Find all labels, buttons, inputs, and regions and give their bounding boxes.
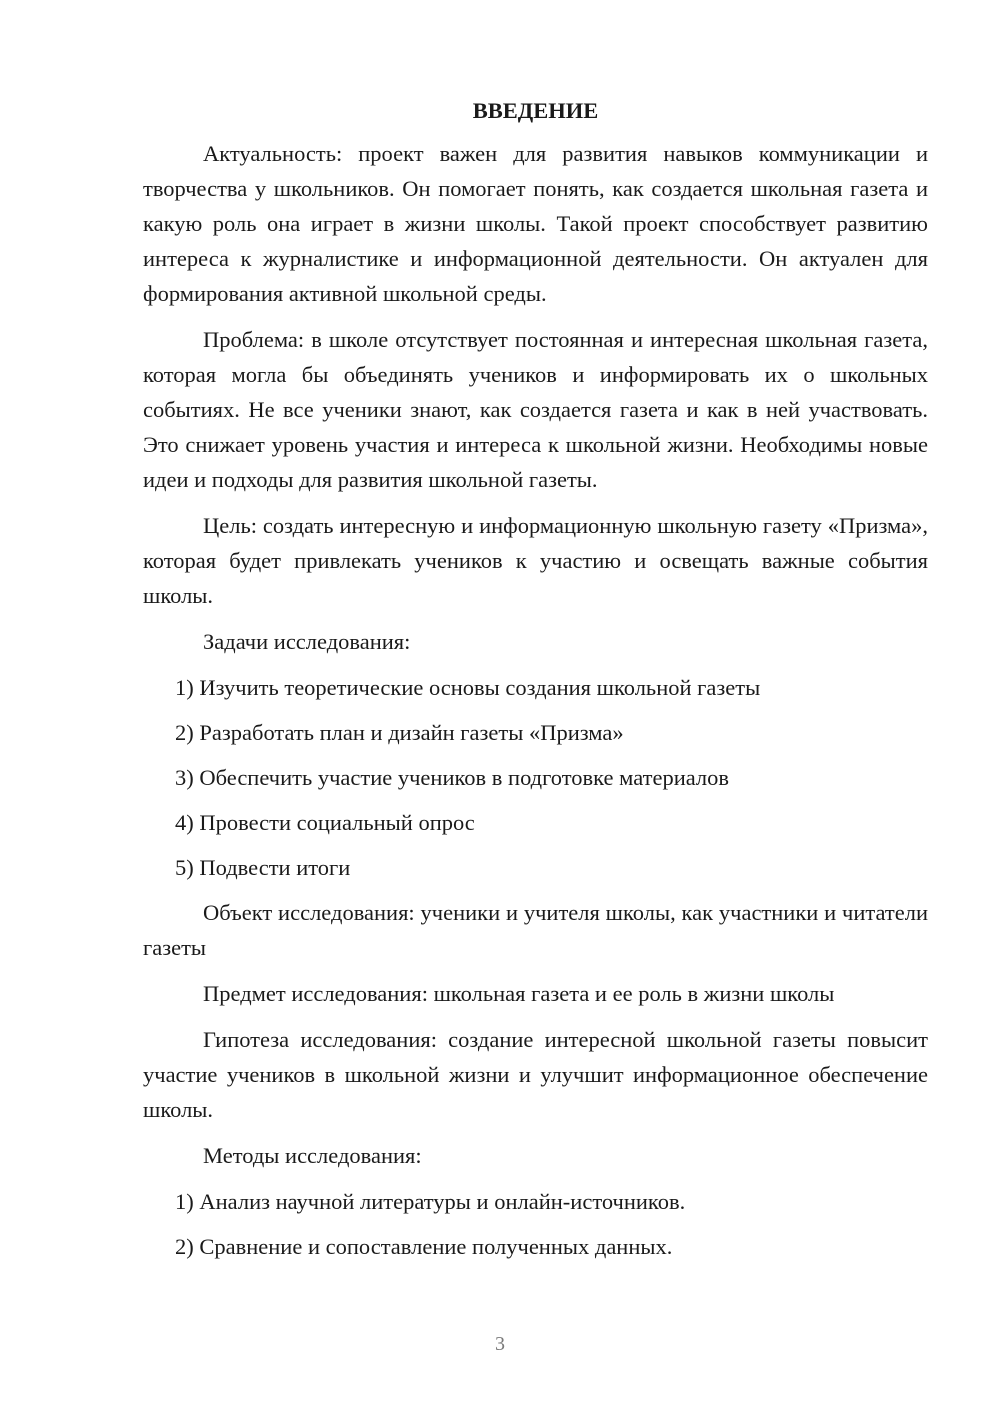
page-number: 3 — [495, 1333, 505, 1355]
method-item: 1) Анализ научной литературы и онлайн-источников. — [175, 1189, 686, 1214]
problem-paragraph: Проблема: в школе отсутствует постоянная и интересная школьная газета, которая могла бы объединять учеников и информировать их о школьных событиях. Не все ученики знают, как создается газета и как в ней участвовать. Это снижает уровень участия и интереса к школьной жизни. Необходимы новые идеи и подходы для развития школьной газеты. — [143, 327, 928, 492]
task-item: 2) Разработать план и дизайн газеты «Призма» — [175, 720, 624, 745]
task-item: 3) Обеспечить участие учеников в подготовке материалов — [175, 765, 730, 790]
goal-paragraph: Цель: создать интересную и информационную школьную газету «Призма», которая будет привлекать учеников к участию и освещать важные события школы. — [143, 513, 928, 608]
task-item: 4) Провести социальный опрос — [175, 810, 475, 835]
hypothesis-paragraph: Гипотеза исследования: создание интересной школьной газеты повысит участие учеников в школьной жизни и улучшит информационное обеспечение школы. — [143, 1027, 928, 1122]
tasks-label: Задачи исследования: — [203, 629, 411, 654]
object-paragraph: Объект исследования: ученики и учителя школы, как участники и читатели газеты — [143, 900, 928, 960]
subject-paragraph: Предмет исследования: школьная газета и ее роль в жизни школы — [203, 981, 835, 1006]
methods-label: Методы исследования: — [203, 1143, 422, 1168]
task-item: 1) Изучить теоретические основы создания школьной газеты — [175, 675, 761, 700]
method-item: 2) Сравнение и сопоставление полученных данных. — [175, 1234, 673, 1259]
task-item: 5) Подвести итоги — [175, 855, 351, 880]
relevance-paragraph: Актуальность: проект важен для развития навыков коммуникации и творчества у школьников. Он помогает понять, как создается школьная газета и какую роль она играет в жизни школы. Такой проект способствует развитию интереса к журналистике и информационной деятельности. Он актуален для формирования активной школьной среды. — [143, 141, 928, 306]
section-heading: ВВЕДЕНИЕ — [472, 98, 599, 123]
document-page — [143, 96, 928, 1274]
